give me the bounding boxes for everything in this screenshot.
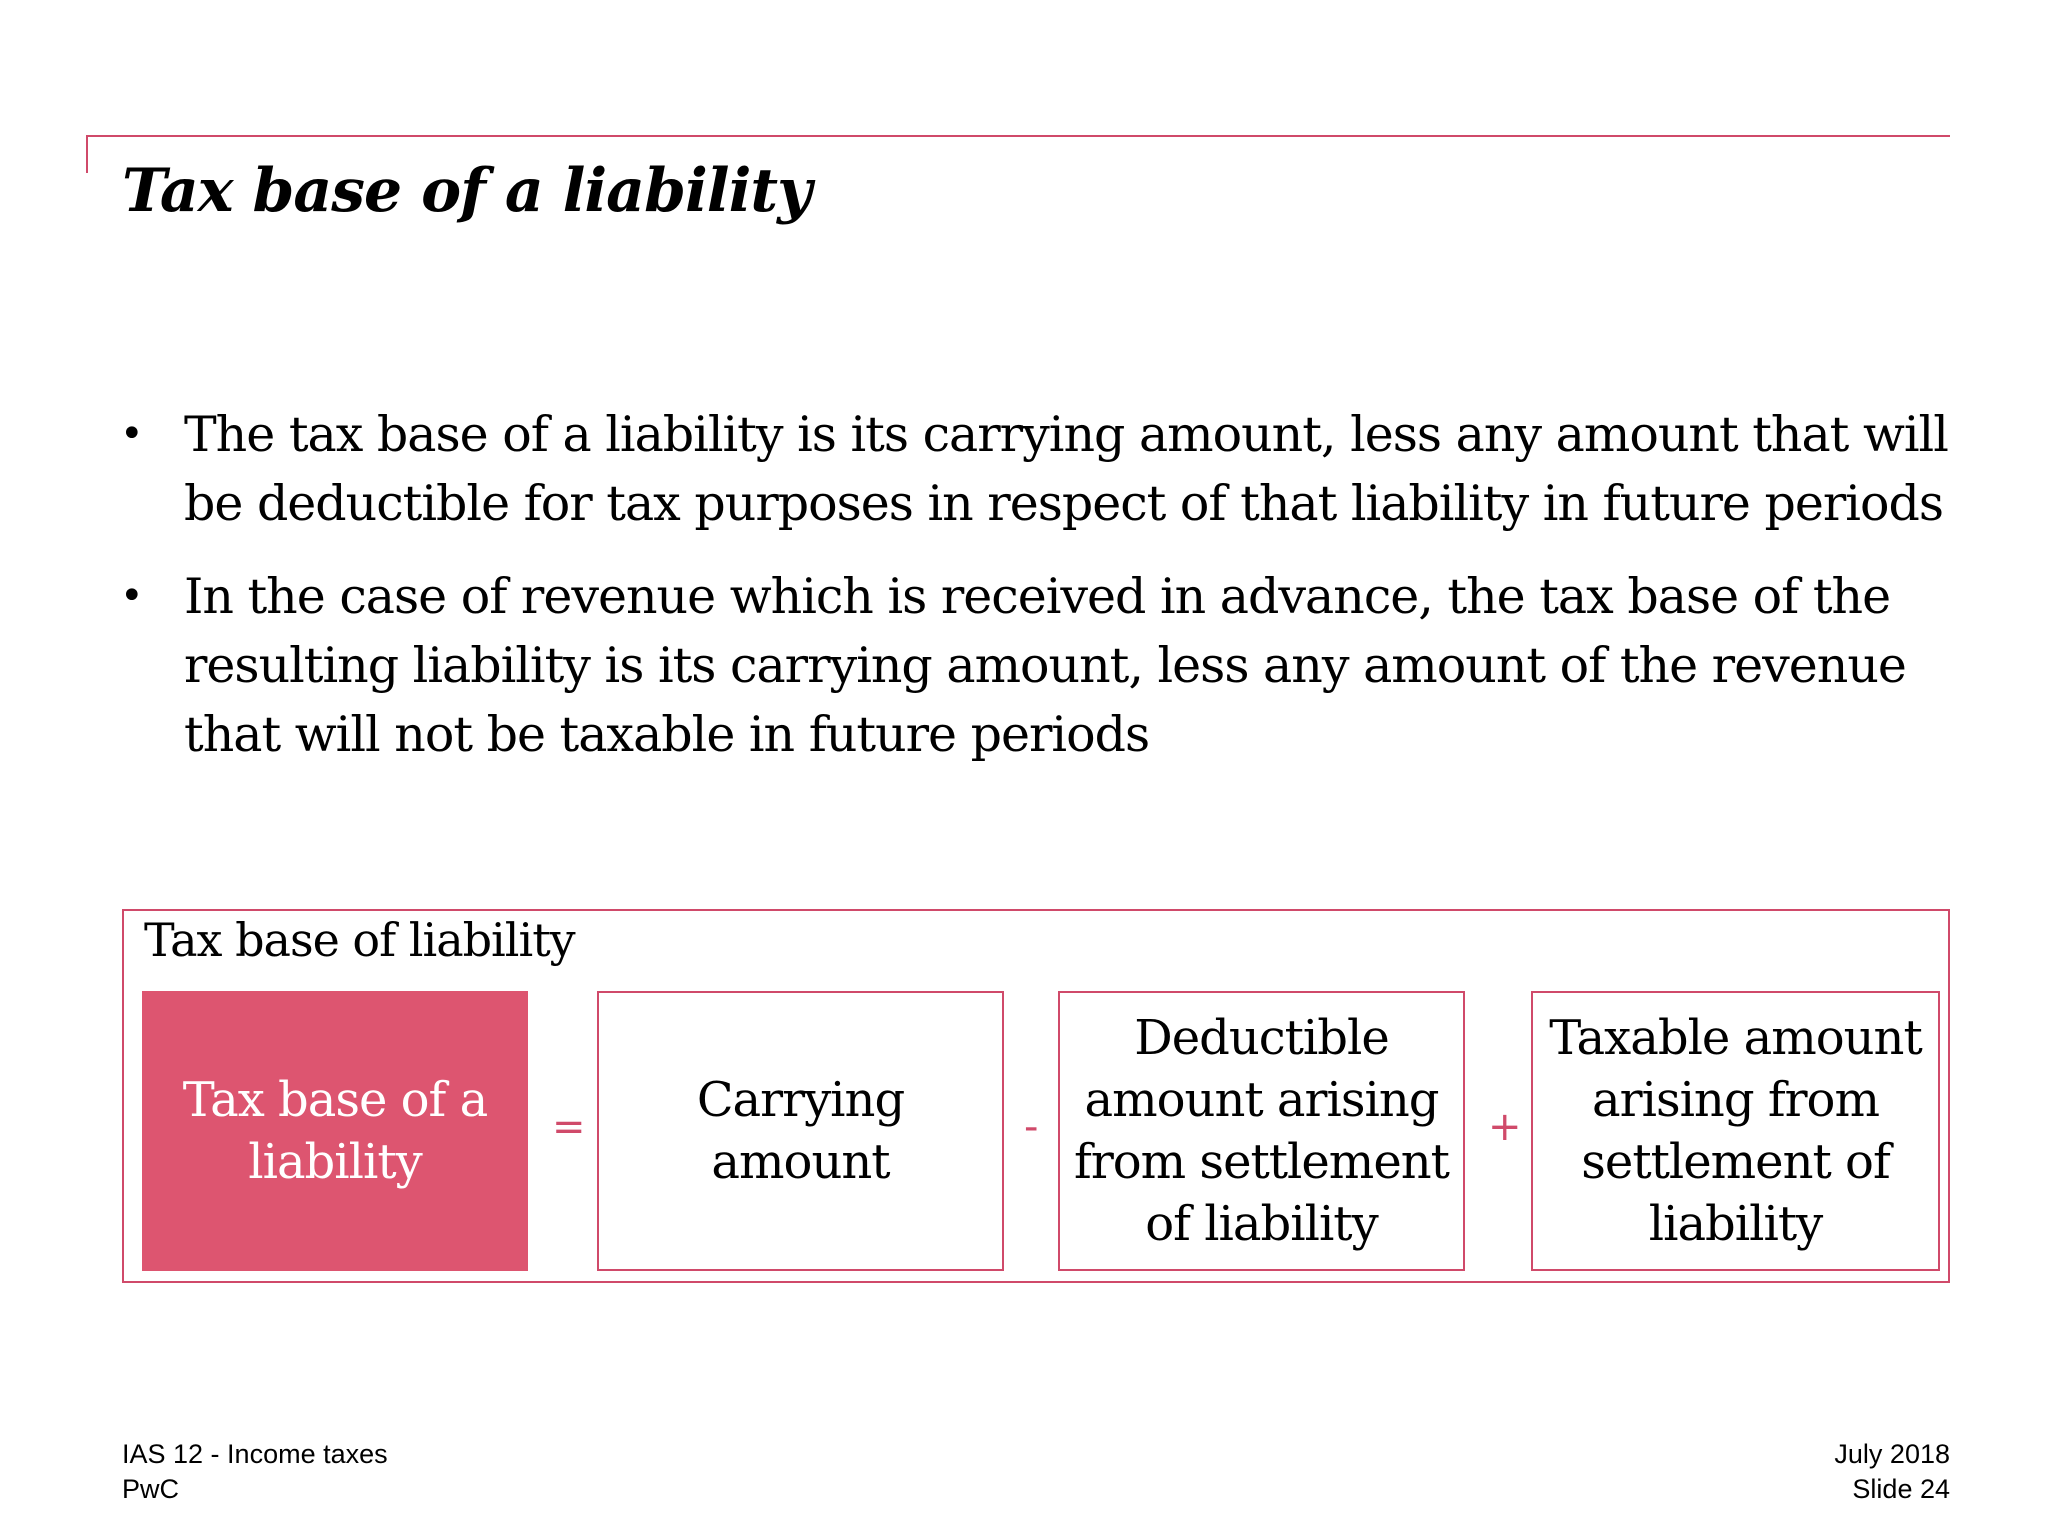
plus-operator: + [1488, 1104, 1522, 1150]
footer-company: PwC [122, 1474, 180, 1504]
bullet-text: The tax base of a liability is its carrying amount, less any amount that will be deductible for tax purposes in respect of that liability in future periods [184, 406, 1948, 532]
footer-left [122, 1437, 388, 1507]
bullet-item [120, 400, 1950, 538]
result-box [142, 991, 528, 1271]
carrying-amount-label: Carrying amount [696, 1072, 905, 1190]
formula-frame [122, 909, 1950, 1283]
carrying-amount-box [597, 991, 1004, 1271]
footer-date: July 2018 [1834, 1439, 1950, 1469]
deductible-amount-label: Deductible amount arising from settlement of liability [1074, 1010, 1449, 1252]
bullet-dot: • [120, 411, 143, 457]
title-rule-top [86, 135, 1950, 137]
bullet-dot: • [120, 573, 143, 619]
taxable-amount-box [1531, 991, 1940, 1271]
footer-right [1834, 1437, 1950, 1507]
deductible-amount-box [1058, 991, 1465, 1271]
taxable-amount-label: Taxable amount arising from settlement of liability [1549, 1010, 1922, 1252]
result-label: Tax base of a liability [182, 1072, 488, 1190]
bullet-item [120, 562, 1950, 769]
bullet-list [120, 400, 1950, 793]
minus-operator: - [1024, 1104, 1039, 1150]
bullet-text: In the case of revenue which is received in advance, the tax base of the resulting liability is its carrying amount, less any amount of the revenue that will not be taxable in future periods [184, 568, 1906, 763]
slide-title: Tax base of a liability [122, 156, 811, 226]
formula-heading: Tax base of liability [144, 913, 575, 967]
equals-operator: = [552, 1104, 586, 1150]
title-rule-left [86, 135, 88, 173]
footer-slide-number: Slide 24 [1852, 1474, 1950, 1504]
footer-presentation-title: IAS 12 - Income taxes [122, 1439, 388, 1469]
